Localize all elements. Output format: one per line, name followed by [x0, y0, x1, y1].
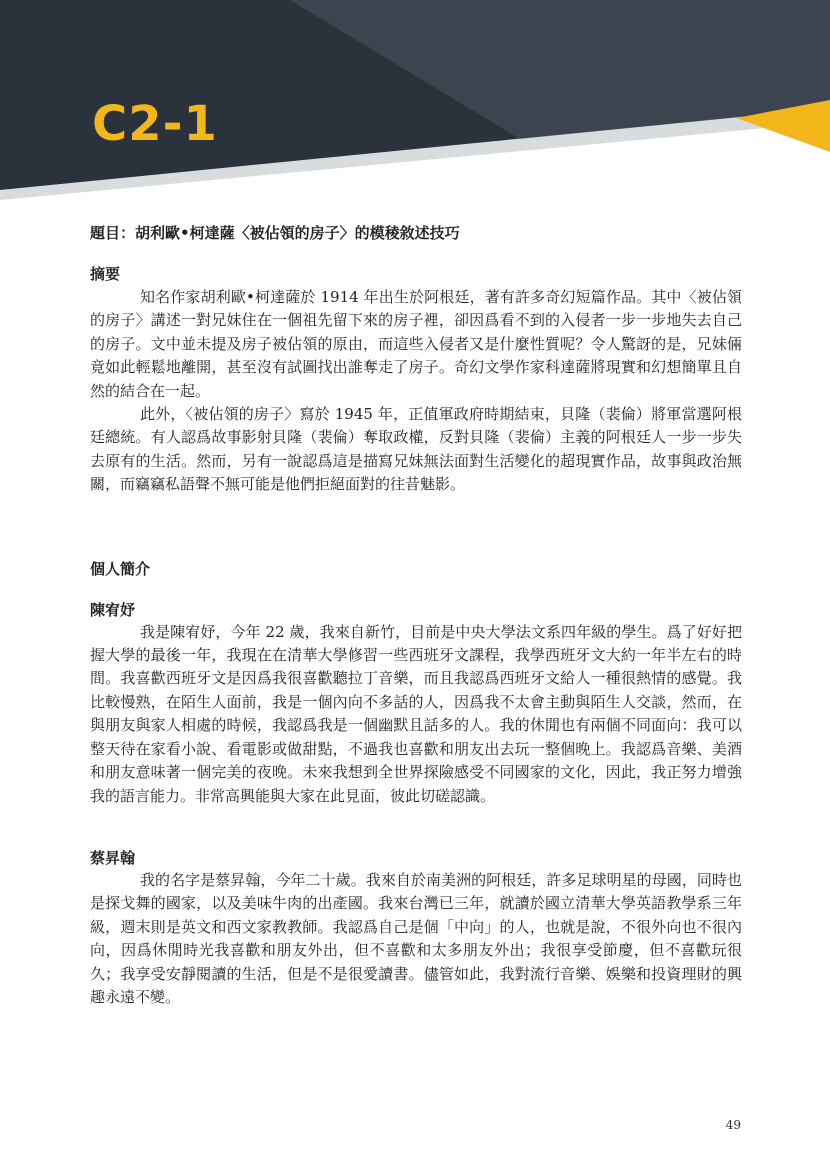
page-number: 49	[725, 1118, 741, 1132]
profile-name: 蔡昇翰	[90, 848, 136, 867]
profile-bio: 我是陳宥妤，今年 22 歲，我來自新竹，目前是中央大學法文系四年級的學生。爲了好好把握大學的最後一年，我現在在清華大學修習一些西班牙文課程，我學西班牙文大約一年半左右的時間。我喜歡西班牙文是因爲我很喜歡聽拉丁音樂，而且我認爲西班牙文給人一種很熱情的感覺。我比較慢熟，在陌生人面前，我是一個內向不多話的人，因爲我不太會主動與陌生人交談，然而，在與朋友與家人相處的時候，我認爲我是一個幽默且話多的人。我的休閒也有兩個不同面向：我可以整天待在家看小說、看電影或做甜點，不過我也喜歡和朋友出去玩一整個晚上。我認爲音樂、美酒和朋友意味著一個完美的夜晚。未來我想到全世界探險感受不同國家的文化，因此，我正努力增強我的語言能力。非常高興能與大家在此見面，彼此切磋認識。	[90, 622, 742, 805]
profile-bio: 我的名字是蔡昇翰，今年二十歲。我來自於南美洲的阿根廷，許多足球明星的母國，同時也是探戈舞的國家，以及美味牛肉的出產國。我來台灣已三年，就讀於國立清華大學英語教學系三年級，週末則是英文和西文家教教師。我認爲自己是個「中向」的人，也就是說，不很外向也不很內向，因爲休閒時光我喜歡和朋友外出，但不喜歡和太多朋友外出；我很享受節慶，但不喜歡玩很久；我享受安靜閱讀的生活，但是不是很愛讀書。儘管如此，我對流行音樂、娛樂和投資理財的興趣永遠不變。	[90, 870, 742, 1006]
profile-entry	[90, 847, 742, 1009]
abstract-paragraph: 知名作家胡利歐•柯達薩於 1914 年出生於阿根廷，著有許多奇幻短篇作品。其中〈被佔領的房子〉講述一對兄妹住在一個祖先留下來的房子裡，卻因爲看不到的入侵者一步一步地失去自己的房子。文中並未提及房子被佔領的原由，而這些入侵者又是什麼性質呢？令人驚訝的是，兄妹倆竟如此輕鬆地離開，甚至沒有試圖找出誰奪走了房子。奇幻文學作家科達薩將現實和幻想簡單且自然的結合在一起。	[90, 288, 742, 400]
profile-name: 陳宥妤	[90, 600, 136, 619]
article-title: 題目：胡利歐•柯達薩〈被佔領的房子〉的模稜敘述技巧	[90, 224, 460, 242]
profiles-section	[90, 558, 742, 1010]
page-header-banner	[0, 0, 830, 200]
article-body	[90, 222, 742, 1009]
profile-entry	[90, 599, 742, 808]
section-code: C2-1	[92, 96, 218, 152]
abstract-paragraph: 此外，〈被佔領的房子〉寫於 1945 年，正值軍政府時期結束，貝隆（裴倫）將軍當選阿根廷總統。有人認爲故事影射貝隆（裴倫）奪取政權，反對貝隆（裴倫）主義的阿根廷人一步一步失去原有的生活。然而，另有一說認爲這是描寫兄妹無法面對生活變化的超現實作品，故事與政治無關，而竊竊私語聲不無可能是他們拒絕面對的往昔魅影。	[90, 405, 742, 494]
abstract-section	[90, 263, 742, 497]
profiles-heading: 個人簡介	[90, 559, 151, 578]
abstract-heading: 摘要	[90, 265, 121, 283]
